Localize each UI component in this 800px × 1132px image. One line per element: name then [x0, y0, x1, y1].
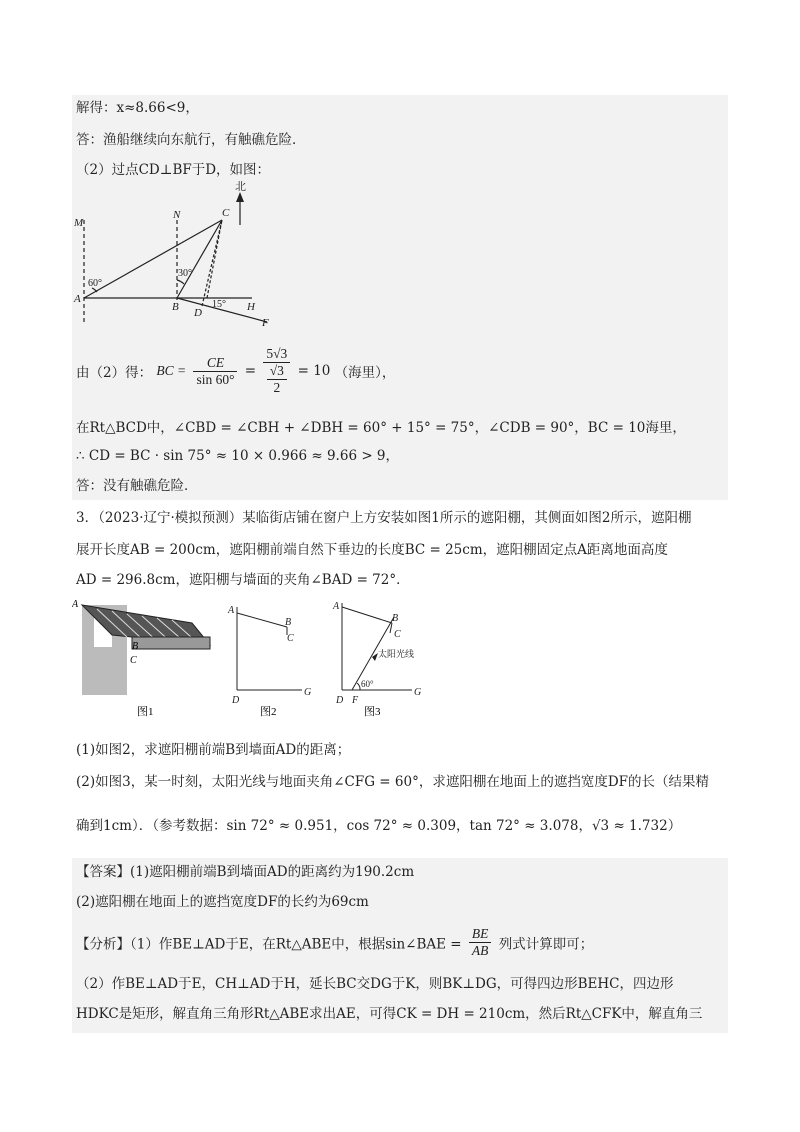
numerator: 5√3	[263, 346, 290, 363]
figure-3	[342, 603, 415, 690]
fig-caption: 图1	[137, 706, 154, 718]
question-text: (2)如图3，某一时刻，太阳光线与地面夹角∠CFG = 60°，求遮阳棚在地面上的遮挡宽度DF的长（结果精	[76, 774, 710, 790]
fig-label: B	[132, 641, 139, 652]
answer-line: (2)遮阳棚在地面上的遮挡宽度DF的长约为69cm	[76, 894, 369, 910]
fig-caption: 图2	[260, 706, 277, 718]
fig-label: D	[232, 695, 240, 706]
numerator: √3	[267, 363, 287, 380]
navigation-figure	[72, 180, 292, 330]
solution-line: （2）过点CD⊥BF于D，如图：	[76, 162, 271, 178]
fig-label: N	[173, 209, 181, 221]
question-text: (1)如图2，求遮阳棚前端B到墙面AD的距离；	[76, 742, 351, 758]
north-arrow-icon	[236, 192, 244, 202]
bc-computation	[76, 346, 395, 396]
problem-text: 3．（2023·辽宁·模拟预测）某临街店铺在窗户上方安装如图1所示的遮阳棚，其侧面如图2所示，遮阳棚	[76, 510, 692, 526]
awning-figures	[72, 595, 432, 720]
denominator: AB	[471, 943, 489, 958]
analysis-line: HDKC是矩形，解直角三角形Rt△ABE求出AE，可得CK = DH = 210cm，然后Rt△CFK中，解直角三	[76, 1006, 703, 1022]
text: （海里），	[334, 365, 396, 381]
numerator: BE	[469, 926, 492, 943]
problem-text: 展开长度AB = 200cm，遮阳棚前端自然下垂边的长度BC = 25cm，遮阳棚固定点A距离地面高度	[76, 542, 668, 558]
analysis-line: （2）作BE⊥AD于E，CH⊥AD于H，延长BC交DG于K，则BK⊥DG，可得四边形BEHC，四边形	[76, 976, 674, 992]
fig-caption: 图3	[364, 706, 381, 718]
fig-label: 30°	[178, 268, 192, 279]
fig-label: B	[172, 301, 179, 313]
denominator: sin 60°	[196, 371, 235, 387]
fig-label: A	[72, 599, 79, 610]
analysis-line	[76, 926, 593, 959]
fraction	[263, 346, 290, 396]
solution-line: 答：没有触礁危险．	[76, 478, 198, 494]
fig-label: C	[394, 629, 401, 640]
denominator: 2	[273, 380, 281, 395]
denominator	[263, 363, 290, 396]
equals: =	[244, 363, 257, 379]
fig-label: A	[228, 605, 235, 616]
fig-label: D	[194, 307, 202, 319]
text: 列式计算即可；	[498, 936, 594, 953]
fig-label: 60°	[361, 679, 374, 689]
fig-label: F	[352, 695, 359, 706]
fraction	[193, 355, 237, 388]
solution-line: ∴ CD = BC · sin 75° ≈ 10 × 0.966 ≈ 9.66 > 9，	[76, 448, 400, 464]
solution-line: 答：渔船继续向东航行，有触礁危险．	[76, 132, 306, 148]
fig-label: C	[222, 207, 230, 219]
fig-label: H	[247, 301, 255, 313]
question-text: 确到1cm）．（参考数据：sin 72° ≈ 0.951，cos 72° ≈ 0.309，tan 72° ≈ 3.078，√3 ≈ 1.732）	[76, 818, 682, 834]
solution-line: 在Rt△BCD中，∠CBD = ∠CBH + ∠DBH = 60° + 15° = 75°，∠CDB = 90°，BC = 10海里，	[76, 420, 686, 436]
fig-label: M	[74, 217, 84, 229]
fig-label: 北	[235, 181, 246, 193]
fig-label: B	[392, 613, 399, 624]
fig-label: A	[333, 601, 340, 612]
math-text: = 10	[297, 363, 331, 379]
numerator: CE	[193, 355, 237, 372]
math-text: BC =	[156, 363, 187, 378]
fig-label: 15°	[212, 299, 226, 310]
fig-label: 60°	[88, 278, 102, 289]
fig-label: G	[304, 687, 312, 698]
figure-1	[72, 599, 210, 718]
text: 【分析】（1）作BE⊥AD于E，在Rt△ABE中，根据sin∠BAE =	[76, 936, 462, 953]
fig-label: 太阳光线	[378, 649, 415, 659]
fig-label: C	[130, 655, 137, 666]
text: 由（2）得：	[76, 365, 153, 381]
fig-label: B	[285, 617, 292, 628]
fig-label: G	[414, 687, 422, 698]
problem-text: AD = 296.8cm，遮阳棚与墙面的夹角∠BAD = 72°．	[76, 572, 410, 588]
fig-label: D	[336, 695, 344, 706]
fig-label: C	[287, 633, 294, 644]
fraction	[469, 926, 492, 959]
figure-2	[237, 607, 302, 690]
answer-line: 【答案】(1)遮阳棚前端B到墙面AD的距离约为190.2cm	[76, 864, 415, 880]
fig-label: F	[262, 317, 269, 329]
solution-line: 解得：x≈8.66<9，	[76, 100, 199, 116]
fig-label: A	[74, 293, 81, 305]
